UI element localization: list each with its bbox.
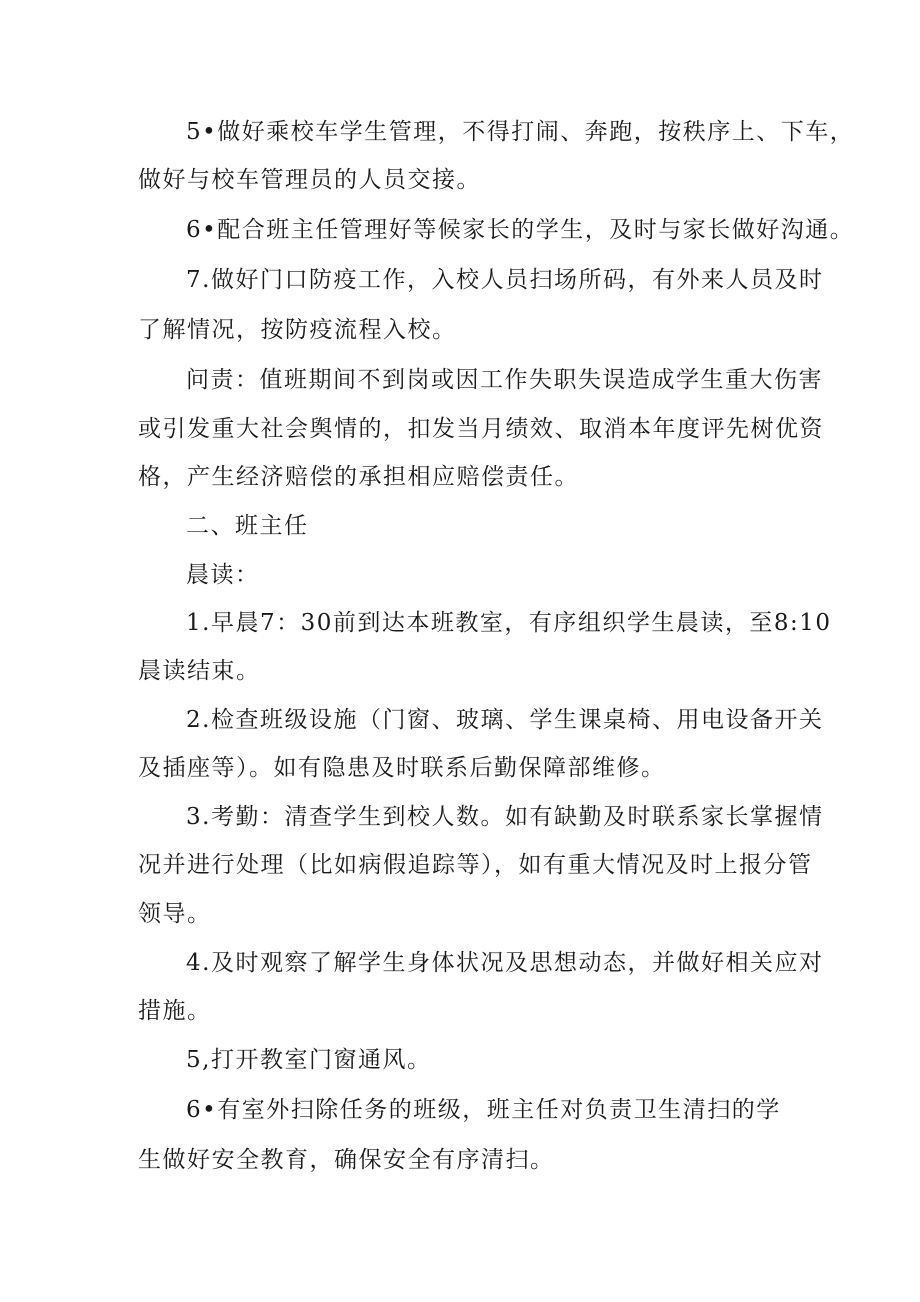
text-line: 措施。 — [138, 998, 212, 1024]
text-line: 1.早晨7：30前到达本班教室，有序组织学生晨读，至8:10 — [186, 610, 832, 636]
subsection-heading: 晨读： — [186, 562, 260, 588]
text-line: 格，产生经济赔偿的承担相应赔偿责任。 — [138, 464, 579, 490]
section-heading: 二、班主任 — [186, 513, 309, 539]
text-line: 生做好安全教育，确保安全有序清扫。 — [138, 1147, 555, 1173]
text-line: 6•有室外扫除任务的班级，班主任对负责卫生清扫的学 — [186, 1097, 781, 1123]
text-line: 5•做好乘校车学生管理，不得打闹、奔跑，按秩序上、下车， — [186, 119, 855, 145]
text-line: 6•配合班主任管理好等候家长的学生，及时与家长做好沟通。 — [186, 217, 855, 243]
text-line: 5,打开教室门窗通风。 — [186, 1047, 432, 1073]
text-line: 了解情况，按防疫流程入校。 — [138, 317, 457, 343]
text-line: 及插座等）。如有隐患及时联系后勤保障部维修。 — [138, 755, 666, 781]
text-line: 况并进行处理（比如病假追踪等），如有重大情况及时上报分管 — [138, 852, 813, 878]
text-line: 4.及时观察了解学生身体状况及思想动态，并做好相关应对 — [186, 950, 824, 976]
text-line: 做好与校车管理员的人员交接。 — [138, 167, 481, 193]
text-line: 2.检查班级设施（门窗、玻璃、学生课桌椅、用电设备开关 — [186, 707, 824, 733]
text-line: 晨读结束。 — [138, 658, 261, 684]
text-line: 7.做好门口防疫工作，入校人员扫场所码，有外来人员及时 — [186, 267, 824, 293]
text-line: 领导。 — [138, 901, 212, 927]
text-line: 3.考勤：清查学生到校人数。如有缺勤及时联系家长掌握情 — [186, 804, 824, 830]
text-line: 或引发重大社会舆情的，扣发当月绩效、取消本年度评先树优资 — [138, 416, 824, 442]
text-line: 问责：值班期间不到岗或因工作失职失误造成学生重大伤害 — [186, 367, 823, 393]
